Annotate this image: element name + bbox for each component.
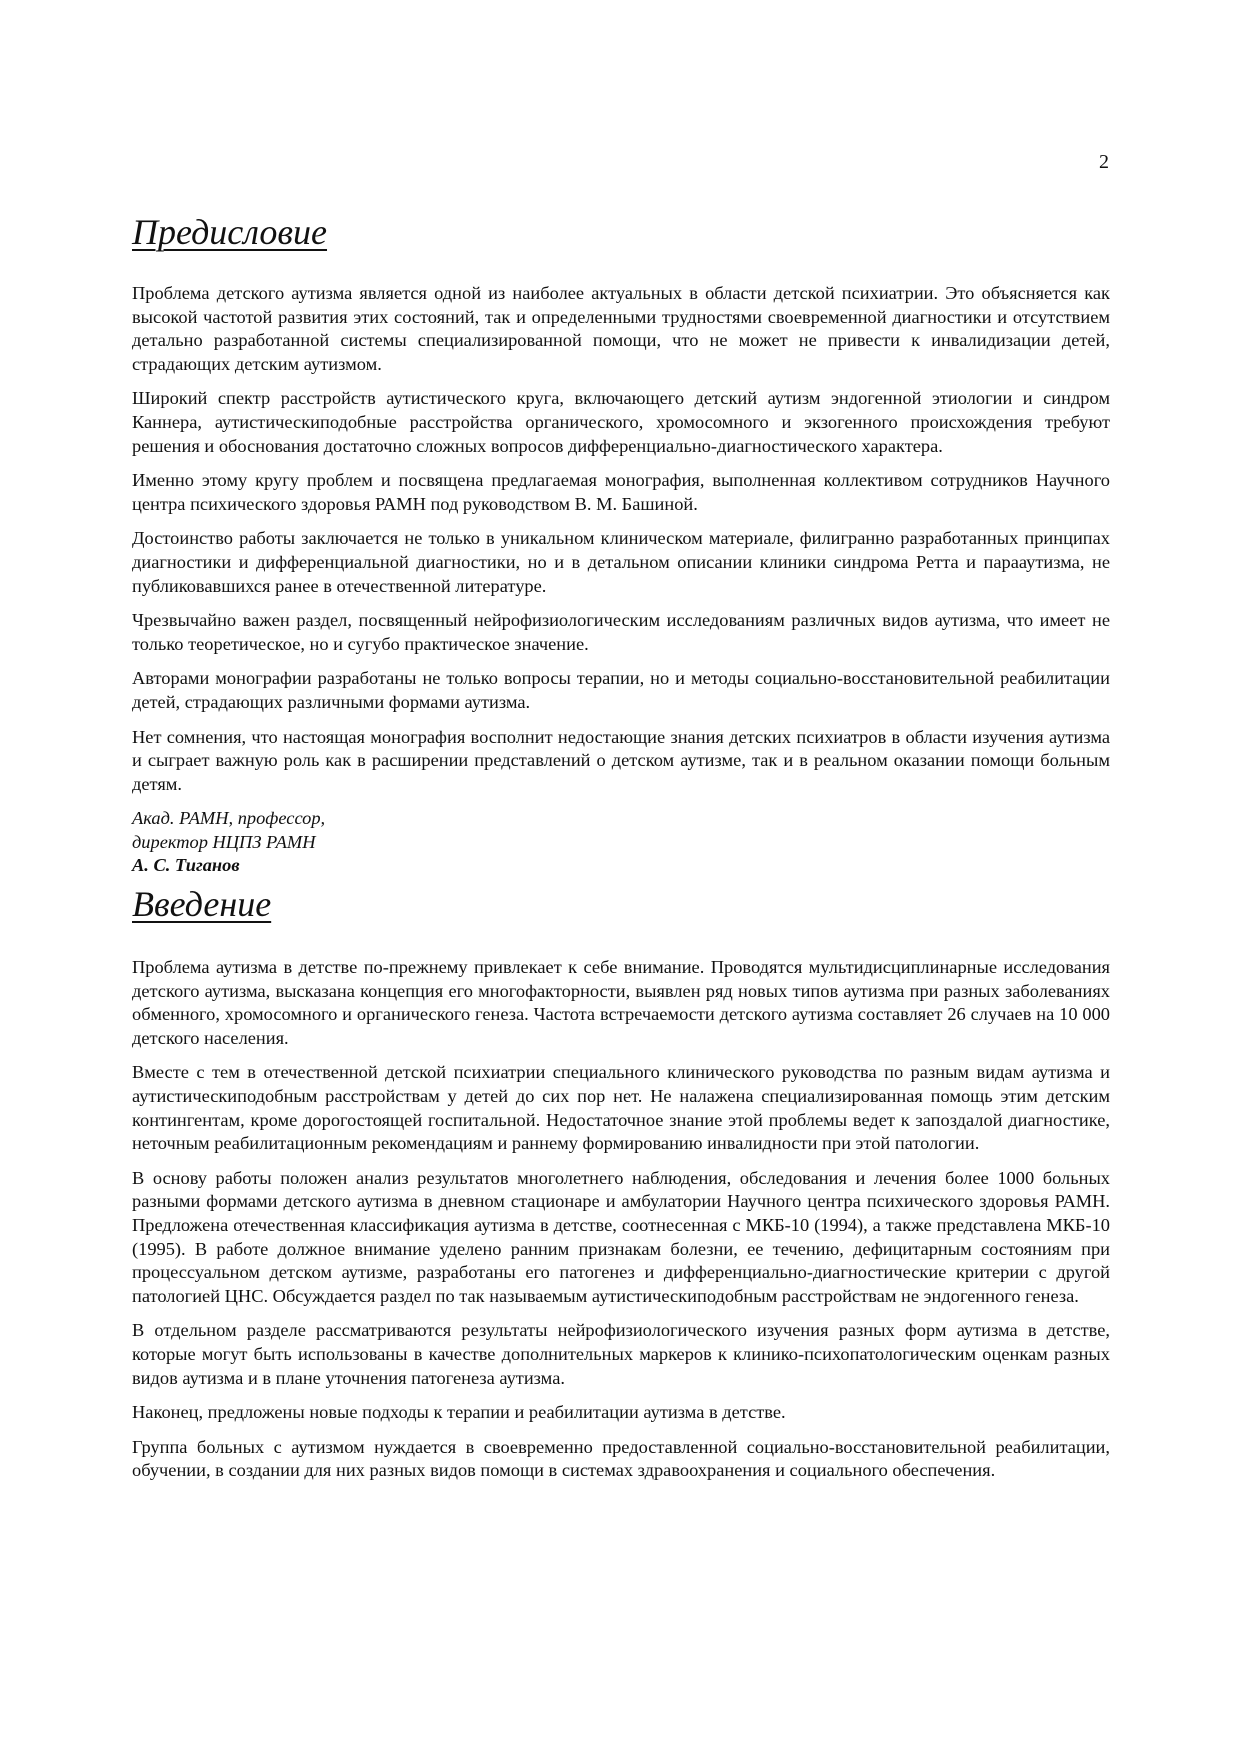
document-body [132,210,1110,1494]
introduction-paragraph: В основу работы положен анализ результатов многолетнего наблюдения, обследования и лечения более 1000 больных разными формами детского аутизма в дневном стационаре и амбулатории Научного центра психического здоровья РАМН. Предложена отечественная классификация аутизма в детстве, соотнесенная с МКБ-10 (1994), а также представлена МКБ-10 (1995). В работе должное внимание уделено ранним признакам болезни, ее течению, дефицитарным состояниям при процессуальном детском аутизме, разработаны его патогенез и дифференциально-диагностические критерии с другой патологией ЦНС. Обсуждается раздел по так называемым аутистическиподобным расстройствам не эндогенного генеза. [132,1167,1110,1306]
preface-paragraph: Нет сомнения, что настоящая монография восполнит недостающие знания детских психиатров в области изучения аутизма и сыграет важную роль как в расширении представлений о детском аутизме, так и в реальном оказании помощи больным детям. [132,726,1110,794]
signature-position: директор НЦПЗ РАМН [132,831,316,852]
preface-title: Предисловие [132,212,328,252]
introduction-paragraph: Проблема аутизма в детстве по-прежнему привлекает к себе внимание. Проводятся мультидисциплинарные исследования детского аутизма, высказана концепция его многофакторности, выявлен ряд новых типов аутизма при разных заболеваниях обменного, хромосомного и органического генеза. Частота встречаемости детского аутизма составляет 26 случаев на 10 000 детского населения. [132,957,1110,1048]
introduction-paragraph: В отдельном разделе рассматриваются результаты нейрофизиологического изучения разных форм аутизма в детстве, которые могут быть использованы в качестве дополнительных маркеров к клинико-психопатологическим оценкам разных видов аутизма и в плане уточнения патогенеза аутизма. [132,1320,1110,1388]
introduction-title: Введение [132,884,272,925]
preface-paragraph: Достоинство работы заключается не только в уникальном клиническом материале, филигранно разработанных принципах диагностики и дифференциальной диагностики, но и в детальном описании клиники синдрома Ретта и парааутизма, не публиковавшихся ранее в отечественной литературе. [132,528,1110,596]
introduction-paragraph: Вместе с тем в отечественной детской психиатрии специального клинического руководства по разным видам аутизма и аутистическиподобным расстройствам у детей до сих пор нет. Не налажена специализированная помощь этим детским контингентам, кроме дорогостоящей госпитальной. Недостаточное знание этой проблемы ведет к запоздалой диагностике, неточным реабилитационным рекомендациям и раннему формированию инвалидности при этой патологии. [132,1062,1110,1154]
signature-title: Акад. РАМН, профессор, [132,808,326,829]
preface-paragraph: Проблема детского аутизма является одной из наиболее актуальных в области детской психиатрии. Это объясняется как высокой частотой развития этих состояний, так и определенными трудностями своевременной диагностики и отсутствием детально разработанной системы специализированной помощи, что не может не привести к инвалидизации детей, страдающих детским аутизмом. [132,283,1110,374]
page-number: 2 [1099,151,1109,173]
preface-paragraph: Именно этому кругу проблем и посвящена предлагаемая монография, выполненная коллективом сотрудников Научного центра психического здоровья РАМН под руководством В. М. Башиной. [132,470,1110,514]
signature-name: А. С. Тиганов [132,855,240,876]
introduction-paragraph: Группа больных с аутизмом нуждается в своевременно предоставленной социально-восстановительной реабилитации, обучении, в создании для них разных видов помощи в системах здравоохранения и социального обеспечения. [132,1436,1110,1481]
preface-paragraph: Авторами монографии разработаны не только вопросы терапии, но и методы социально-восстановительной реабилитации детей, страдающих различными формами аутизма. [132,668,1110,712]
signature-block [132,807,1110,878]
preface-paragraph: Широкий спектр расстройств аутистического круга, включающего детский аутизм эндогенной этиологии и синдром Каннера, аутистическиподобные расстройства органического, хромосомного и экзогенного происхождения требуют решения и обоснования достаточно сложных вопросов дифференциально-диагностического характера. [132,388,1110,456]
introduction-paragraph: Наконец, предложены новые подходы к терапии и реабилитации аутизма в детстве. [132,1402,786,1423]
introduction-section [132,882,1110,1483]
preface-paragraph: Чрезвычайно важен раздел, посвященный нейрофизиологическим исследованиям различных видов аутизма, что имеет не только теоретическое, но и сугубо практическое значение. [132,610,1110,654]
preface-section [132,210,1110,878]
